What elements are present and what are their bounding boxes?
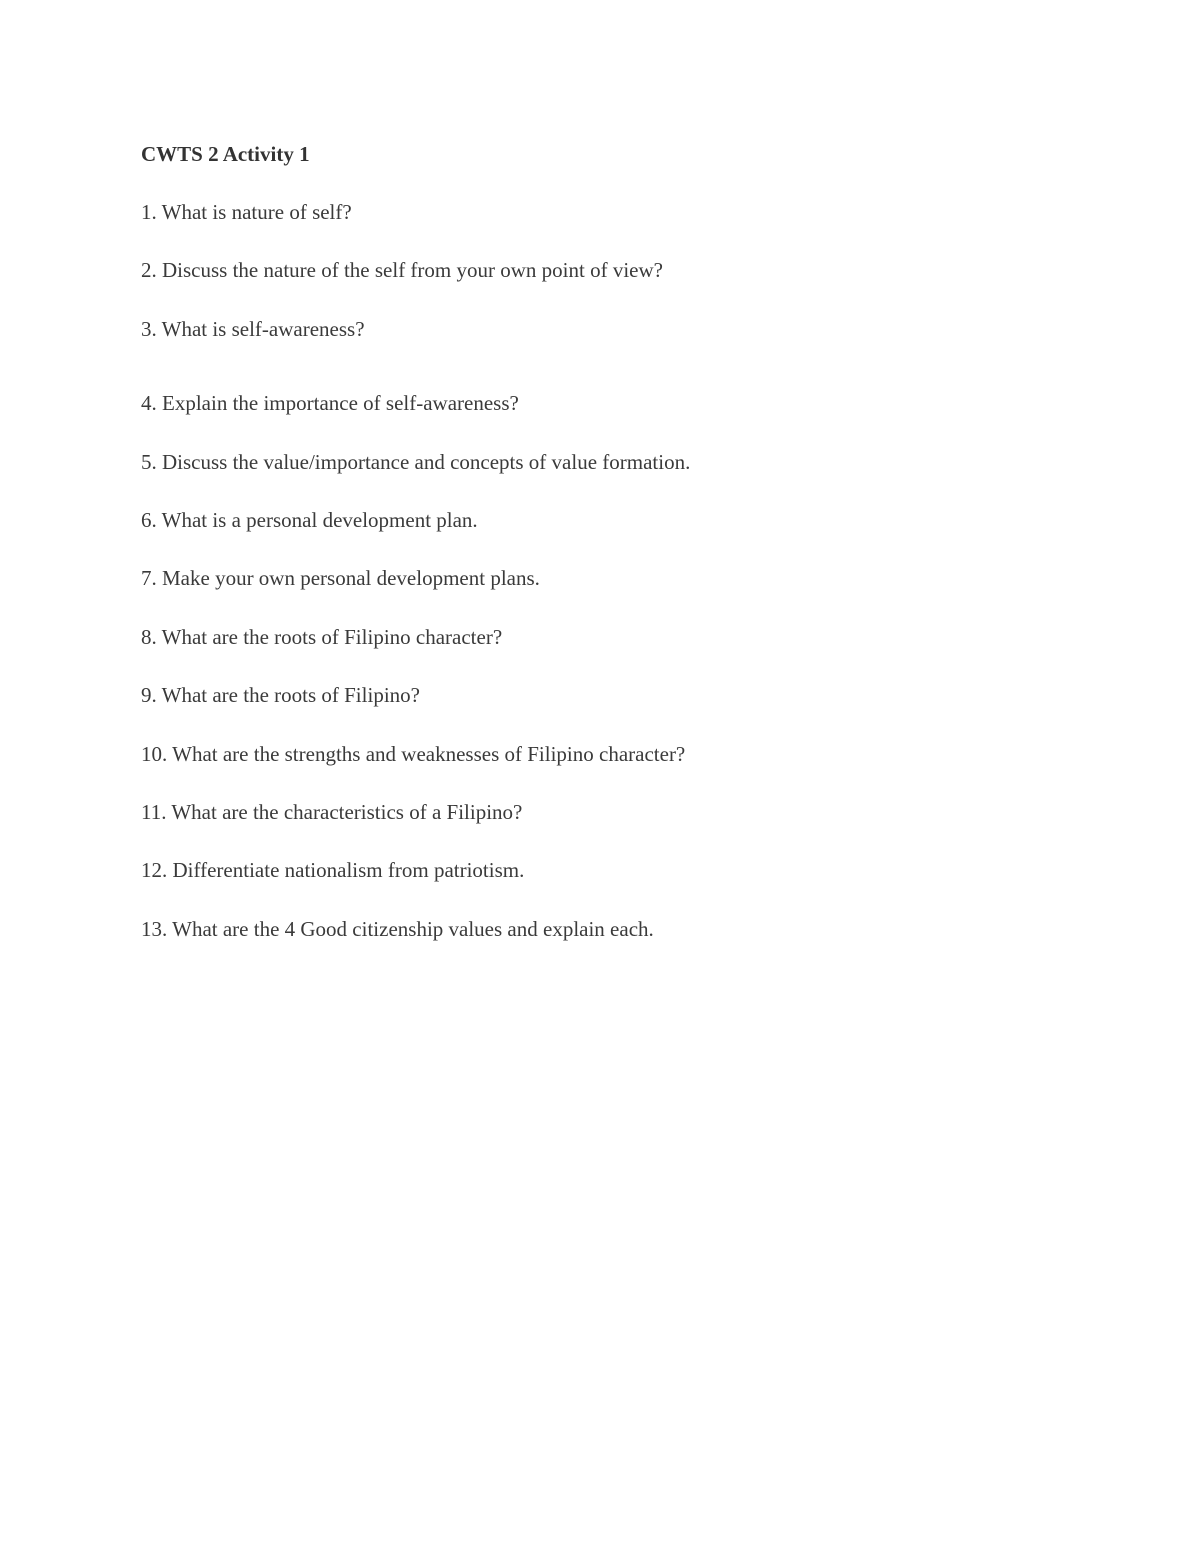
question-7: 7. Make your own personal development plans. [141,566,540,590]
question-11: 11. What are the characteristics of a Filipino? [141,800,523,824]
question-1: 1. What is nature of self? [141,200,352,224]
question-3: 3. What is self-awareness? [141,317,365,341]
question-9: 9. What are the roots of Filipino? [141,683,420,707]
question-12: 12. Differentiate nationalism from patriotism. [141,858,525,882]
question-2: 2. Discuss the nature of the self from your own point of view? [141,258,663,282]
question-6: 6. What is a personal development plan. [141,508,478,532]
question-5: 5. Discuss the value/importance and concepts of value formation. [141,450,691,474]
question-10: 10. What are the strengths and weaknesses of Filipino character? [141,742,686,766]
document-title: CWTS 2 Activity 1 [141,142,310,166]
question-8: 8. What are the roots of Filipino character? [141,625,503,649]
question-4: 4. Explain the importance of self-awareness? [141,391,519,415]
question-13: 13. What are the 4 Good citizenship values and explain each. [141,917,654,941]
